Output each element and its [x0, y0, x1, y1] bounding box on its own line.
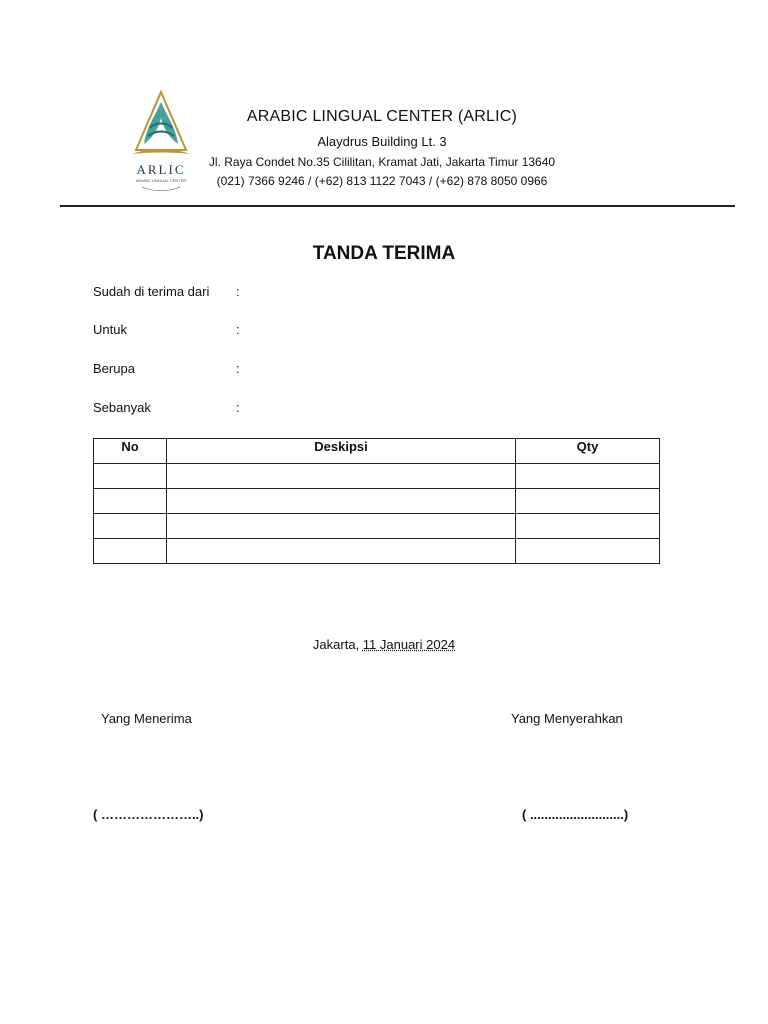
field-label-received-from: Sudah di terima dari [93, 284, 210, 299]
field-colon: : [236, 361, 240, 376]
table-row [94, 489, 660, 514]
column-header-description: Deskipsi [167, 439, 516, 464]
table-cell [167, 489, 516, 514]
field-label-for: Untuk [93, 322, 127, 337]
org-address: Jl. Raya Condet No.35 Cililitan, Kramat Jati, Jakarta Timur 13640 [208, 155, 556, 169]
table-cell [94, 489, 167, 514]
items-table [93, 438, 660, 564]
table-row [94, 539, 660, 564]
table-cell [94, 539, 167, 564]
date-line [0, 637, 768, 652]
date-value: 11 Januari 2024 [362, 637, 456, 652]
field-colon: : [236, 284, 240, 299]
table-cell [516, 464, 660, 489]
document-title: TANDA TERIMA [312, 243, 456, 264]
field-colon: : [236, 322, 240, 337]
org-name: ARABIC LINGUAL CENTER (ARLIC) [246, 108, 518, 125]
table-cell [167, 539, 516, 564]
logo-wordmark: ARLIC [136, 162, 186, 177]
date-place: Jakarta, [312, 637, 363, 652]
org-phone: (021) 7366 9246 / (+62) 813 1122 7043 / (+62) 878 8050 0966 [216, 174, 548, 188]
table-cell [516, 539, 660, 564]
field-label-form: Berupa [93, 361, 135, 376]
column-header-qty: Qty [516, 439, 660, 464]
column-header-no: No [94, 439, 167, 464]
table-row [94, 514, 660, 539]
receiver-signature-line: ( …………………..) [93, 807, 204, 822]
giver-label: Yang Menyerahkan [511, 711, 623, 726]
table-cell [94, 464, 167, 489]
giver-signature-line: ( ..........................) [522, 807, 629, 822]
table-cell [167, 514, 516, 539]
logo-subtext: ARABIC LINGUAL CENTER [135, 178, 187, 183]
field-colon: : [236, 400, 240, 415]
org-building: Alaydrus Building Lt. 3 [317, 134, 447, 149]
receiver-label: Yang Menerima [101, 711, 192, 726]
table-header-row [94, 439, 660, 464]
field-label-quantity: Sebanyak [93, 400, 151, 415]
table-row [94, 464, 660, 489]
table-cell [94, 514, 167, 539]
header-divider [60, 205, 735, 207]
table-cell [516, 514, 660, 539]
table-cell [516, 489, 660, 514]
table-cell [167, 464, 516, 489]
